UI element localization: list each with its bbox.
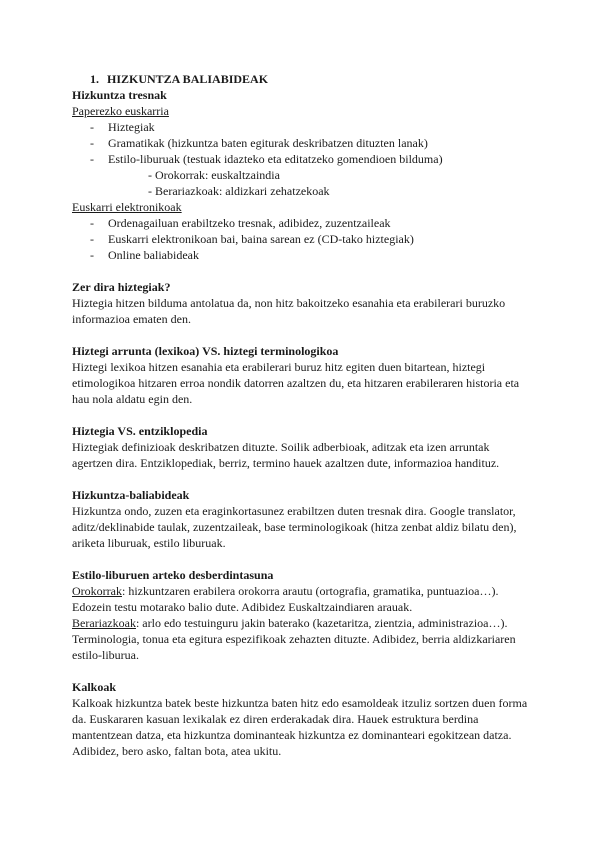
section-heading-dictionaries: Zer dira hiztegiak? (72, 280, 171, 294)
electronic-support-list (72, 215, 532, 263)
section-heading-dictionary-vs-encyclopedia: Hiztegia VS. entziklopedia (72, 424, 208, 438)
paper-support-list (72, 119, 532, 167)
list-item: - Euskarri elektronikoan bai, baina sarean ez (CD-tako hiztegiak) (72, 231, 532, 247)
sub-list-item: - Berariazkoak: aldizkari zehatzekoak (148, 184, 330, 198)
section-body-lexical-vs-terminological: Hiztegi lexikoa hitzen esanahia eta erabilerari buruz hitz egiten duen bitartean, hiztegi etimologikoa hitzaren erroa nondik datorren azaltzen du, eta hitzaren erabileraren historia eta hau nola aldatu egin den. (72, 360, 520, 406)
spacer (72, 551, 532, 567)
main-title-number: 1. (90, 72, 99, 86)
list-item: - Ordenagailuan erabiltzeko tresnak, adibidez, zuzentzaileak (72, 215, 532, 231)
section-heading-language-resources: Hizkuntza-baliabideak (72, 488, 190, 502)
style-books-general-text: : hizkuntzaren erabilera orokorra arautu (ortografia, gramatika, puntuazioa…). Edozein testu motarako balio dute. Adibidez Euskaltzaindiaren arauak. (72, 584, 499, 614)
spacer (72, 407, 532, 423)
document-content (72, 71, 532, 759)
paper-support-label: Paperezko euskarria (72, 104, 169, 118)
section-body-calques: Kalkoak hizkuntza batek beste hizkuntza baten hitz edo esamoldeak itzuliz sortzen duen forma da. Euskararen kasuan lexikalak ez diren erderakadak dira. Hauek estruktura berdina mantentzean datza, eta hizkuntza dominanteak hizkuntza ez dominanteari egokitzean datza. Adibidez, bero asko, faltan bota, atea ukitu. (72, 696, 528, 758)
section-body-dictionaries: Hiztegia hitzen bilduma antolatua da, non hitz bakoitzeko esanahia eta erabilerari buruzko informazioa ematen den. (72, 296, 506, 326)
section-heading-calques: Kalkoak (72, 680, 117, 694)
main-title-text: HIZKUNTZA BALIABIDEAK (107, 72, 269, 86)
main-title (90, 71, 532, 87)
section-heading-style-books: Estilo-liburuen arteko desberdintasuna (72, 568, 274, 582)
sub-list-item: - Orokorrak: euskaltzaindia (148, 168, 280, 182)
section-heading-lexical-vs-terminological: Hiztegi arrunta (lexikoa) VS. hiztegi terminologikoa (72, 344, 339, 358)
section-body-language-resources: Hizkuntza ondo, zuzen eta eraginkortasunez erabiltzen duten tresnak dira. Google translator, aditz/deklinabide taulak, zuzentzaileak, base terminologikoak (hitza zenbat aldiz bilatu den), ariketa liburuak, estilo liburuak. (72, 504, 517, 550)
style-books-general (72, 583, 532, 615)
list-item: - Gramatikak (hizkuntza baten egiturak deskribatzen dituzten lanak) (72, 135, 532, 151)
spacer (72, 327, 532, 343)
style-books-specific-term: Berariazkoak (72, 616, 136, 630)
spacer (72, 663, 532, 679)
style-books-specific (72, 615, 532, 663)
style-books-general-term: Orokorrak (72, 584, 122, 598)
section-body-dictionary-vs-encyclopedia: Hiztegiak definizioak deskribatzen dituzte. Soilik adberbioak, aditzak eta izen arruntak agertzen dira. Entziklopediak, berriz, termino hauek azaltzen dute, informazioa handituz. (72, 440, 500, 470)
list-item: - Hiztegiak (72, 119, 532, 135)
electronic-support-label: Euskarri elektronikoak (72, 200, 182, 214)
style-books-specific-text: : arlo edo testuinguru jakin baterako (kazetaritza, zientzia, administrazioa…). Terminologia, tonua eta egitura espezifikoak zehazten dituzte. Adibidez, berria aldizkariaren estilo-liburua. (72, 616, 516, 662)
spacer (72, 263, 532, 279)
spacer (72, 471, 532, 487)
list-item: - Estilo-liburuak (testuak idazteko eta editatzeko gomendioen bilduma) (72, 151, 532, 167)
tools-heading: Hizkuntza tresnak (72, 88, 167, 102)
list-item: - Online baliabideak (72, 247, 532, 263)
